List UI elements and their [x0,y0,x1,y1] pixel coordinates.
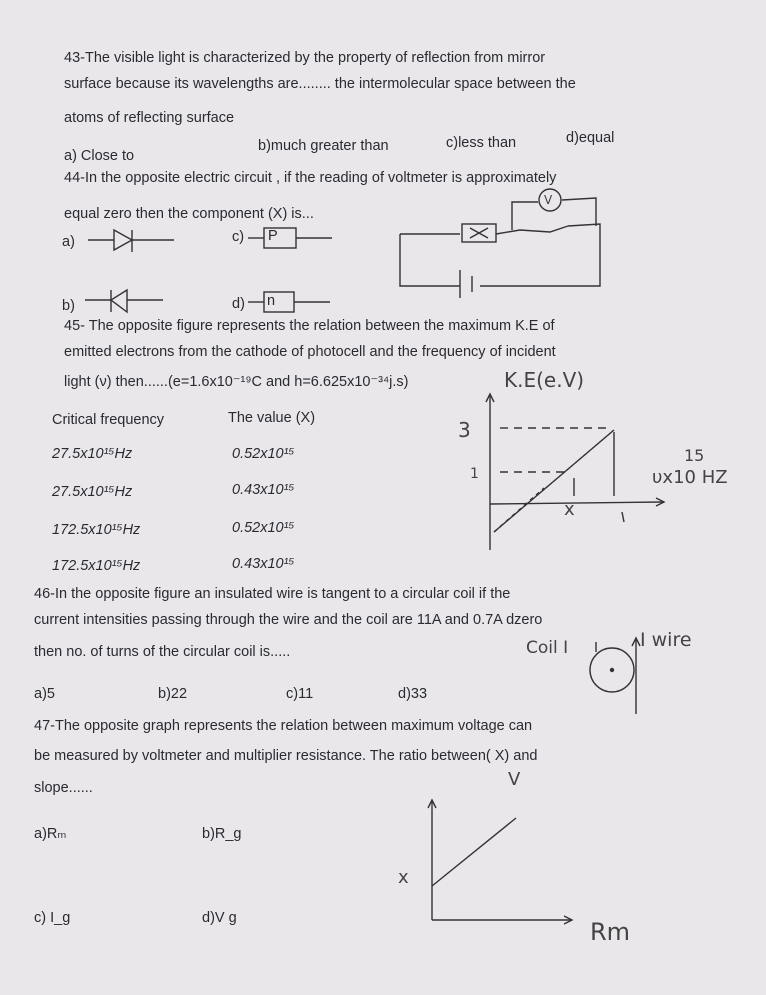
q45-row1-freq[interactable]: 27.5x10¹⁵Hz [52,446,133,462]
coil-current-label: Coil I [526,638,569,658]
circuit-diagram [400,186,620,306]
q47-line2: be measured by voltmeter and multiplier resistance. The ratio between( X) and [34,748,538,764]
x-threshold-mark: x [564,499,575,520]
n-type-icon [248,290,338,314]
x-intercept-mark: x [398,867,409,888]
q46-line3: then no. of turns of the circular coil is..... [34,644,291,660]
q47-option-c[interactable]: c) I_g [34,910,71,926]
voltmeter-label: V [544,193,553,207]
q43-option-d[interactable]: d)equal [566,130,615,146]
q45-row3-val[interactable]: 0.52x10¹⁵ [232,520,295,536]
q46-option-c[interactable]: c)11 [286,686,314,702]
q43-line2: surface because its wavelengths are........ the intermolecular space between the [64,76,576,92]
q46-option-d[interactable]: d)33 [398,686,428,702]
freq-axis-label: υx10 HZ [652,467,728,488]
q47-line3: slope...... [34,780,93,796]
q43-line1: 43-The visible light is characterized by the property of reflection from mirror [64,50,546,66]
q44-line1: 44-In the opposite electric circuit , if the reading of voltmeter is approximately [64,170,557,186]
q45-row1-val[interactable]: 0.52x10¹⁵ [232,446,295,462]
q47-option-a[interactable]: a)Rₘ [34,826,67,842]
ke-tick-1: 1 [470,466,479,482]
q45-row2-freq[interactable]: 27.5x10¹⁵Hz [52,484,133,500]
q45-col-critical-frequency: Critical frequency [52,412,165,428]
q47-option-b[interactable]: b)R_g [202,826,242,842]
q47-line1: 47-The opposite graph represents the relation between maximum voltage can [34,718,533,734]
freq-exponent-label: 15 [684,446,705,465]
q45-row4-freq[interactable]: 172.5x10¹⁵Hz [52,558,141,574]
q45-row4-val[interactable]: 0.43x10¹⁵ [232,556,295,572]
diode-forward-icon [88,226,178,256]
ke-tick-3: 3 [458,418,471,442]
q43-option-c[interactable]: c)less than [446,135,517,151]
q43-option-b[interactable]: b)much greater than [258,138,389,154]
q44-option-a[interactable]: a) [62,234,75,250]
q46-option-a[interactable]: a)5 [34,686,55,702]
v-axis-label: V [508,769,521,790]
q45-line1: 45- The opposite figure represents the relation between the maximum K.E of [64,318,555,334]
q45-col-value-x: The value (X) [228,410,316,426]
q46-option-b[interactable]: b)22 [158,686,188,702]
q45-row3-freq[interactable]: 172.5x10¹⁵Hz [52,522,141,538]
diode-reverse-icon [85,288,175,318]
q46-line1: 46-In the opposite figure an insulated wire is tangent to a circular coil if the [34,586,511,602]
q47-option-d[interactable]: d)V g [202,910,237,926]
n-type-label: n [267,293,276,309]
q46-line2: current intensities passing through the wire and the coil are 11A and 0.7A dzero [34,612,543,628]
p-type-icon [248,226,338,250]
q44-option-c[interactable]: c) [232,229,245,245]
q45-row2-val[interactable]: 0.43x10¹⁵ [232,482,295,498]
q43-option-a[interactable]: a) Close to [64,148,135,164]
q44-option-d[interactable]: d) [232,296,245,312]
q45-line2: emitted electrons from the cathode of photocell and the frequency of incident [64,344,556,360]
q44-line2: equal zero then the component (X) is... [64,206,314,222]
q43-line3: atoms of reflecting surface [64,110,235,126]
q45-line3: light (ν) then......(e=1.6x10⁻¹⁹C and h=6.625x10⁻³⁴j.s) [64,374,409,390]
voltage-resistance-graph [420,790,600,940]
p-type-label: P [268,228,278,244]
ke-axis-label: K.E(e.V) [504,368,585,392]
q44-option-b[interactable]: b) [62,298,75,314]
rm-axis-label: Rm [590,918,631,946]
wire-current-label: I wire [640,629,692,651]
